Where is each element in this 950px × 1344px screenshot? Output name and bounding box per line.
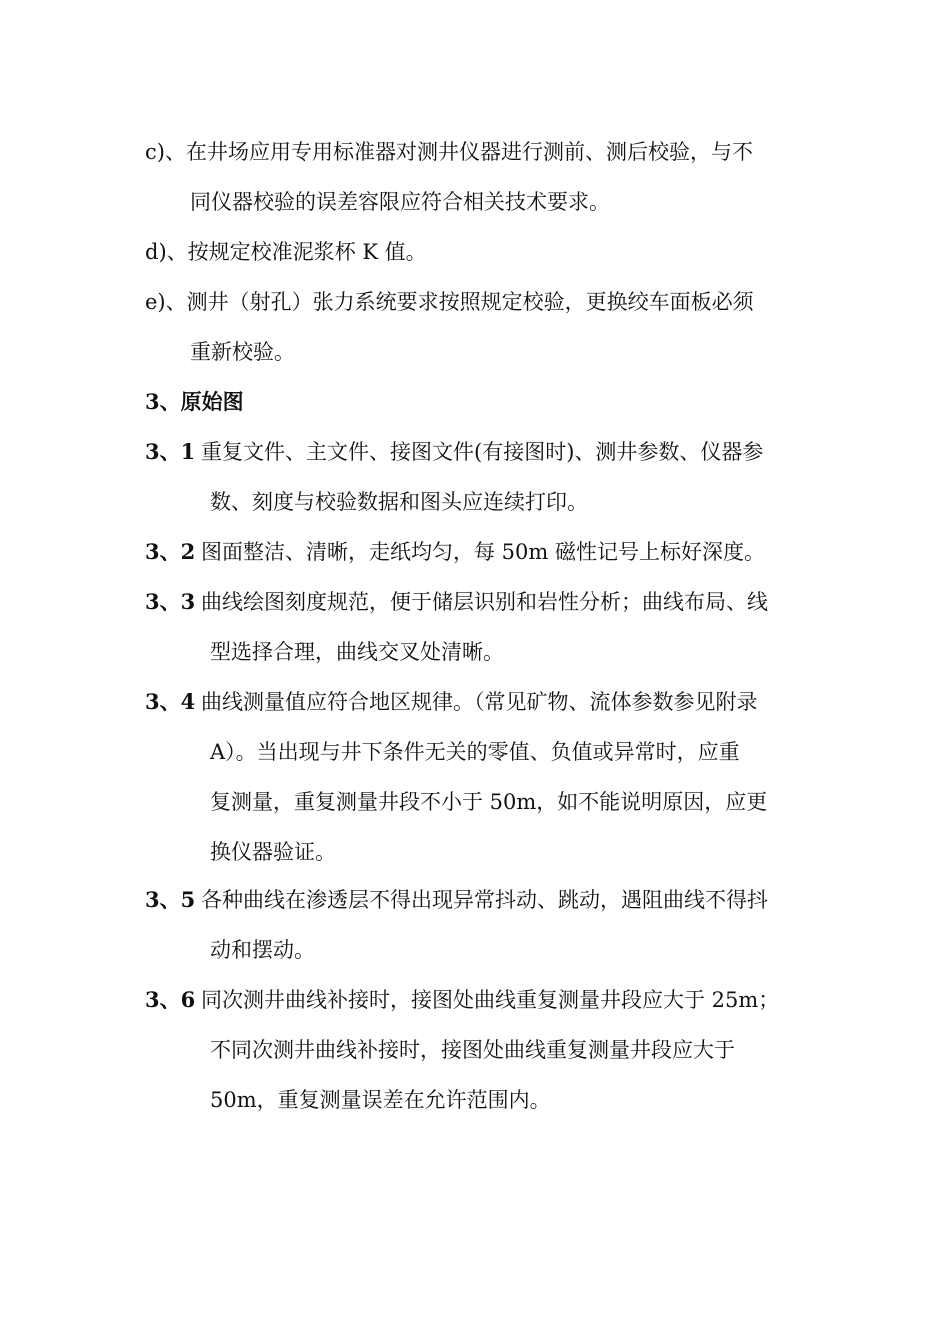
subsection-3-6-line-2: 不同次测井曲线补接时，接图处曲线重复测量井段应大于: [210, 1038, 735, 1062]
subsection-3-4-line-4: 换仪器验证。: [210, 840, 336, 864]
subsection-text: 同次测井曲线补接时，接图处曲线重复测量井段应大于 25m；: [201, 988, 780, 1012]
list-item-e-line-1: [145, 288, 754, 316]
subsection-number: 3、6: [145, 987, 196, 1012]
list-item-e-line-2: 重新校验。: [190, 340, 295, 364]
subsection-3-5-line-2: 动和摆动。: [210, 938, 315, 962]
subsection-3-6-line-3: 50m，重复测量误差在允许范围内。: [210, 1088, 551, 1112]
subsection-3-5-line-1: [145, 886, 768, 914]
subsection-text: 曲线绘图刻度规范，便于储层识别和岩性分析；曲线布局、线: [201, 590, 768, 614]
list-item-label: c)、: [145, 140, 186, 164]
list-item-text: 在井场应用专用标准器对测井仪器进行测前、测后校验，与不: [185, 140, 753, 164]
subsection-text: 各种曲线在渗透层不得出现异常抖动、跳动，遇阻曲线不得抖: [201, 888, 768, 912]
subsection-text: 图面整洁、清晰，走纸均匀，每 50m 磁性记号上标好深度。: [201, 540, 765, 564]
subsection-3-2-line-1: [145, 538, 765, 566]
subsection-3-6-line-1: [145, 986, 779, 1014]
subsection-number: 3、5: [145, 887, 196, 912]
subsection-3-3-line-1: [145, 588, 768, 616]
subsection-3-1-line-1: [145, 438, 763, 466]
subsection-number: 3、4: [145, 689, 196, 714]
list-item-c-line-1: [145, 138, 753, 166]
list-item-text: 按规定校准泥浆杯 K 值。: [187, 240, 427, 264]
subsection-3-4-line-3: 复测量，重复测量井段不小于 50m，如不能说明原因，应更: [210, 790, 768, 814]
subsection-number: 3、1: [145, 439, 196, 464]
subsection-3-3-line-2: 型选择合理，曲线交叉处清晰。: [210, 640, 504, 664]
subsection-number: 3、2: [145, 539, 196, 564]
subsection-number: 3、3: [145, 589, 196, 614]
subsection-3-4-line-1: [145, 688, 758, 716]
subsection-text: 曲线测量值应符合地区规律。（常见矿物、流体参数参见附录: [201, 690, 758, 714]
subsection-text: 重复文件、主文件、接图文件(有接图时)、测井参数、仪器参: [201, 440, 764, 464]
list-item-text: 测井（射孔）张力系统要求按照规定校验，更换绞车面板必须: [186, 290, 754, 314]
section-title: 3、原始图: [145, 389, 244, 414]
list-item-label: e)、: [145, 290, 187, 314]
subsection-3-1-line-2: 数、刻度与校验数据和图头应连续打印。: [210, 490, 588, 514]
subsection-3-4-line-2: A）。当出现与井下条件无关的零值、负值或异常时，应重: [210, 740, 740, 764]
list-item-c-line-2: 同仪器校验的误差容限应符合相关技术要求。: [190, 190, 610, 214]
list-item-label: d)、: [145, 240, 188, 264]
list-item-d-line-1: [145, 238, 427, 266]
